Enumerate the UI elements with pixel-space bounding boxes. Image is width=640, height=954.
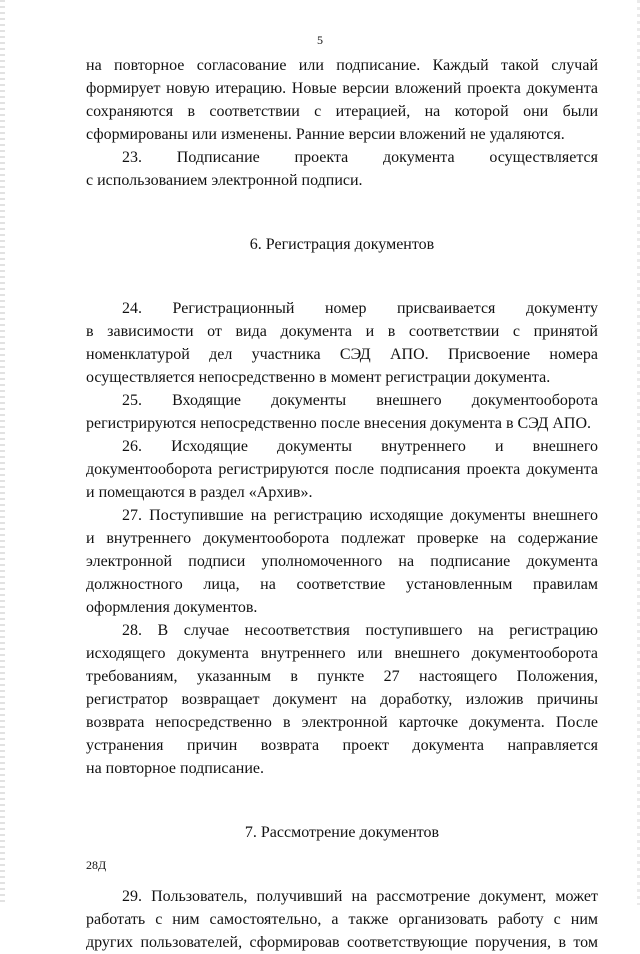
scan-edge-left [0,0,5,905]
text-line: регистратор возвращает документ на доработку, изложив причины [86,691,598,708]
item-25 [86,389,598,435]
text-line: на повторное согласование или подписание. Каждый такой случай [86,57,598,74]
text-line: электронной подписи уполномоченного на подписание документа [86,553,598,570]
item-23 [86,146,598,192]
text-line: на повторное подписание. [86,760,265,777]
text-line: осуществляется непосредственно в момент регистрации документа. [86,369,551,386]
text-line: 24. Регистрационный номер присваивается документу [122,300,598,317]
text-line: работать с ним самостоятельно, а также организовать работу с ним [86,911,598,928]
text-line: устранения причин возврата проект документа направляется [86,737,598,754]
text-line: сохраняются в соответствии с итерацией, на которой они были [86,103,598,120]
text-line: возврата непосредственно в электронной карточке документа. После [86,714,598,731]
item-26 [86,435,598,504]
section-6-title: 6. Регистрация документов [249,236,435,253]
text-line: регистрируются непосредственно после внесения документа в СЭД АПО. [86,415,592,432]
text-line: документооборота регистрируются после подписания проекта документа [86,461,598,478]
item-28 [86,619,598,780]
section-7-title: 7. Рассмотрение документов [244,824,440,841]
item-29 [86,885,598,954]
text-line: должностного лица, на соответствие установленным правилам [86,576,598,593]
text-line: требованиям, указанным в пункте 27 настоящего Положения, [86,668,598,685]
text-line: формирует новую итерацию. Новые версии вложений проекта документа [86,80,598,97]
text-line: 25. Входящие документы внешнего документооборота [122,392,598,409]
text-line: 27. Поступившие на регистрацию исходящие документы внешнего [122,507,598,524]
text-line: с использованием электронной подписи. [86,172,363,189]
item-24 [86,297,598,389]
spacer [86,844,598,885]
text-line: и внутреннего документооборота подлежат проверке на содержание [86,530,598,547]
text-line: сформированы или изменены. Ранние версии вложений не удаляются. [86,126,565,143]
spacer [86,780,598,821]
text-line: других пользователей, сформировав соответствующие поручения, в том [86,934,598,951]
text-line: 28. В случае несоответствия поступившего на регистрацию [122,622,598,639]
spacer [86,256,598,297]
item-27 [86,504,598,619]
text-line: в зависимости от вида документа и в соответствии с принятой [86,323,598,340]
text-line: 29. Пользователь, получивший на рассмотрение документ, может [122,888,598,905]
text-line: исходящего документа внутреннего или внешнего документооборота [86,645,598,662]
document-body [86,54,598,954]
text-line: 26. Исходящие документы внутреннего и внешнего [122,438,598,455]
text-line: номенклатурой дел участника СЭД АПО. Присвоение номера [86,346,598,363]
text-line: и помещаются в раздел «Архив». [86,484,313,501]
paragraph-continuation [86,54,598,146]
text-line: оформления документов. [86,599,258,616]
footer-code: 28Д [86,858,107,872]
text-line: 23. Подписание проекта документа осуществляется [122,149,598,166]
page-number: 5 [317,33,323,47]
spacer [86,192,598,233]
